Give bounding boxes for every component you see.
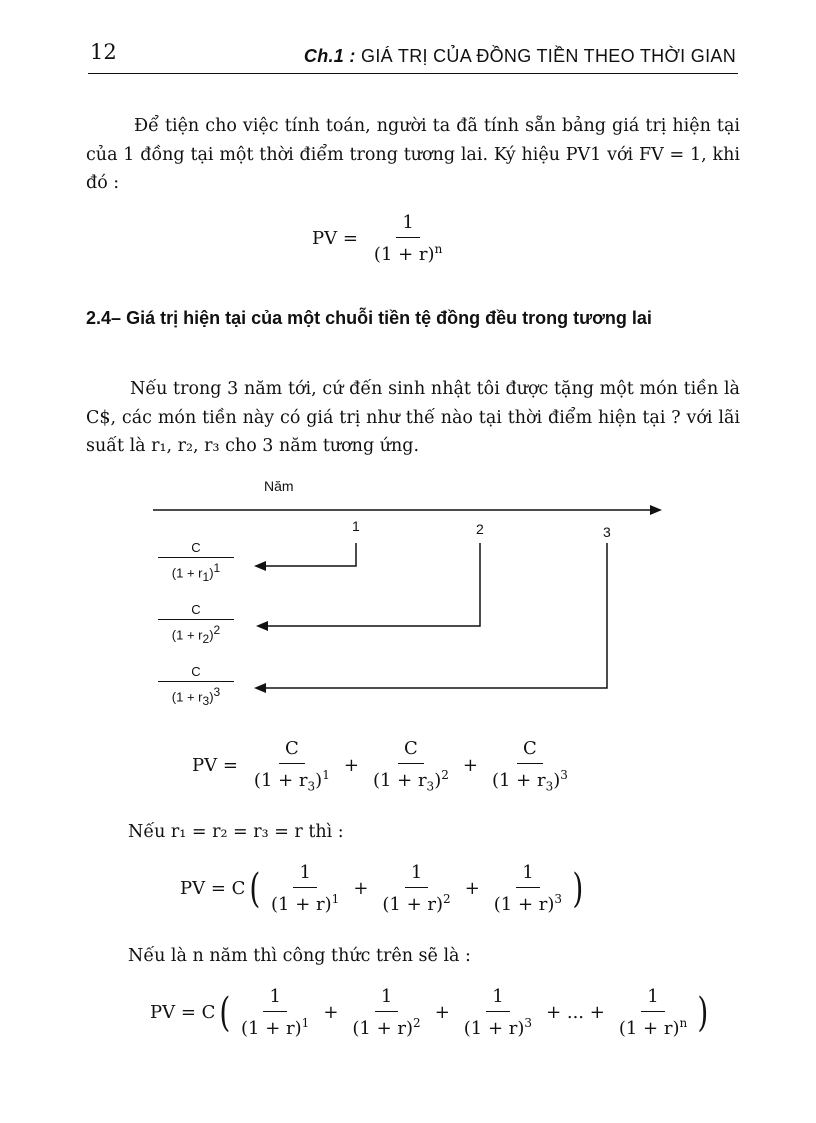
cashflow-arrow-3 <box>262 543 607 688</box>
cashflow-arrow-2 <box>264 543 480 626</box>
formula-pv-sum: PV = $\frac{C}{(1 + r_3)^1}$ + $\frac{C}{(1 + r_3)^2}$ + $\frac{C}{(1 + r_3)^3}$ <box>192 738 574 794</box>
arrowhead-3 <box>254 683 266 693</box>
formula-lhs: PV = C <box>180 878 246 899</box>
axis-arrowhead <box>650 505 662 515</box>
section-paragraph: Nếu trong 3 năm tới, cứ đến sinh nhật tôi được tặng một món tiền là C$, các món tiền này có giá trị như thế nào tại thời điểm hiện tại ? với lãi suất là r₁, r₂, r₃ cho 3 năm tương ứng. <box>86 379 740 456</box>
formula-pv-n-years: PV = C ( $\frac{1}{(1 + r)^1}$ + $\frac{1}{(1 + r)^2}$ + $\frac{1}{(1 + r)^3}$ + ... + $\frac{1}{(1 + r)^n}$ ) <box>150 986 709 1039</box>
discount-fraction-1: $\frac{C}{(1 + r_1)^1}$ <box>158 540 234 584</box>
chapter-label: Ch.1 : <box>303 46 356 66</box>
tick-label-1: 1 <box>352 518 360 534</box>
fraction: $\frac{C}{(1 + r_3)^2}$ <box>372 738 449 794</box>
n-years-text: Nếu là n năm thì công thức trên sẽ là : <box>128 946 471 966</box>
tick-label-2: 2 <box>476 521 484 537</box>
formula-lhs: PV = <box>312 228 358 249</box>
section-title: Giá trị hiện tại của một chuỗi tiền tệ đồng đều trong tương lai <box>126 308 652 328</box>
tick-label-3: 3 <box>603 524 611 540</box>
formula-pv-equal-rate: PV = C ( $\frac{1}{(1 + r)^1}$ + $\frac{1}{(1 + r)^2}$ + $\frac{1}{(1 + r)^3}$ ) <box>180 862 584 915</box>
numerator: 1 <box>396 212 419 238</box>
fraction: $\frac{1}{(1 + r)^3}$ <box>463 986 533 1039</box>
condition-text: Nếu r₁ = r₂ = r₃ = r thì : <box>128 822 344 842</box>
axis-label: Năm <box>264 478 294 494</box>
discount-fraction-2: $\frac{C}{(1 + r_2)^2}$ <box>158 602 234 646</box>
discount-fraction-3: $\frac{C}{(1 + r_3)^3}$ <box>158 664 234 708</box>
fraction: $\frac{1}{(1 + r)^1}$ <box>241 986 310 1039</box>
fraction: $\frac{1}{(1 + r)^n}$ <box>618 986 688 1039</box>
fraction: $\frac{C}{(1 + r_3)^3}$ <box>491 738 568 794</box>
page-number: 12 <box>90 40 117 64</box>
fraction: $\frac{1}{(1 + r)^2}$ <box>352 986 421 1039</box>
formula-lhs: PV = C <box>150 1002 216 1023</box>
section-number: 2.4– <box>86 308 122 328</box>
fraction: $\frac{1}{(1 + r)^1}$ <box>271 862 340 915</box>
fraction: $\frac{C}{(1 + r_3)^1}$ <box>253 738 330 794</box>
formula-lhs: PV = <box>192 755 238 777</box>
arrowhead-1 <box>254 561 266 571</box>
chapter-title: GIÁ TRỊ CỦA ĐỒNG TIỀN THEO THỜI GIAN <box>361 46 736 66</box>
arrowhead-2 <box>256 621 268 631</box>
cashflow-arrow-1 <box>262 543 356 566</box>
intro-paragraph: Để tiện cho việc tính toán, người ta đã tính sẵn bảng giá trị hiện tại của 1 đồng tại một thời điểm trong tương lai. Ký hiệu PV1 với FV = 1, khi đó : <box>86 116 740 193</box>
fraction: $\frac{1}{(1 + r)^3}$ <box>493 862 563 915</box>
fraction: $\frac{1}{(1 + r)^2}$ <box>382 862 451 915</box>
denominator: $(1 + r)^n$ <box>373 242 443 265</box>
